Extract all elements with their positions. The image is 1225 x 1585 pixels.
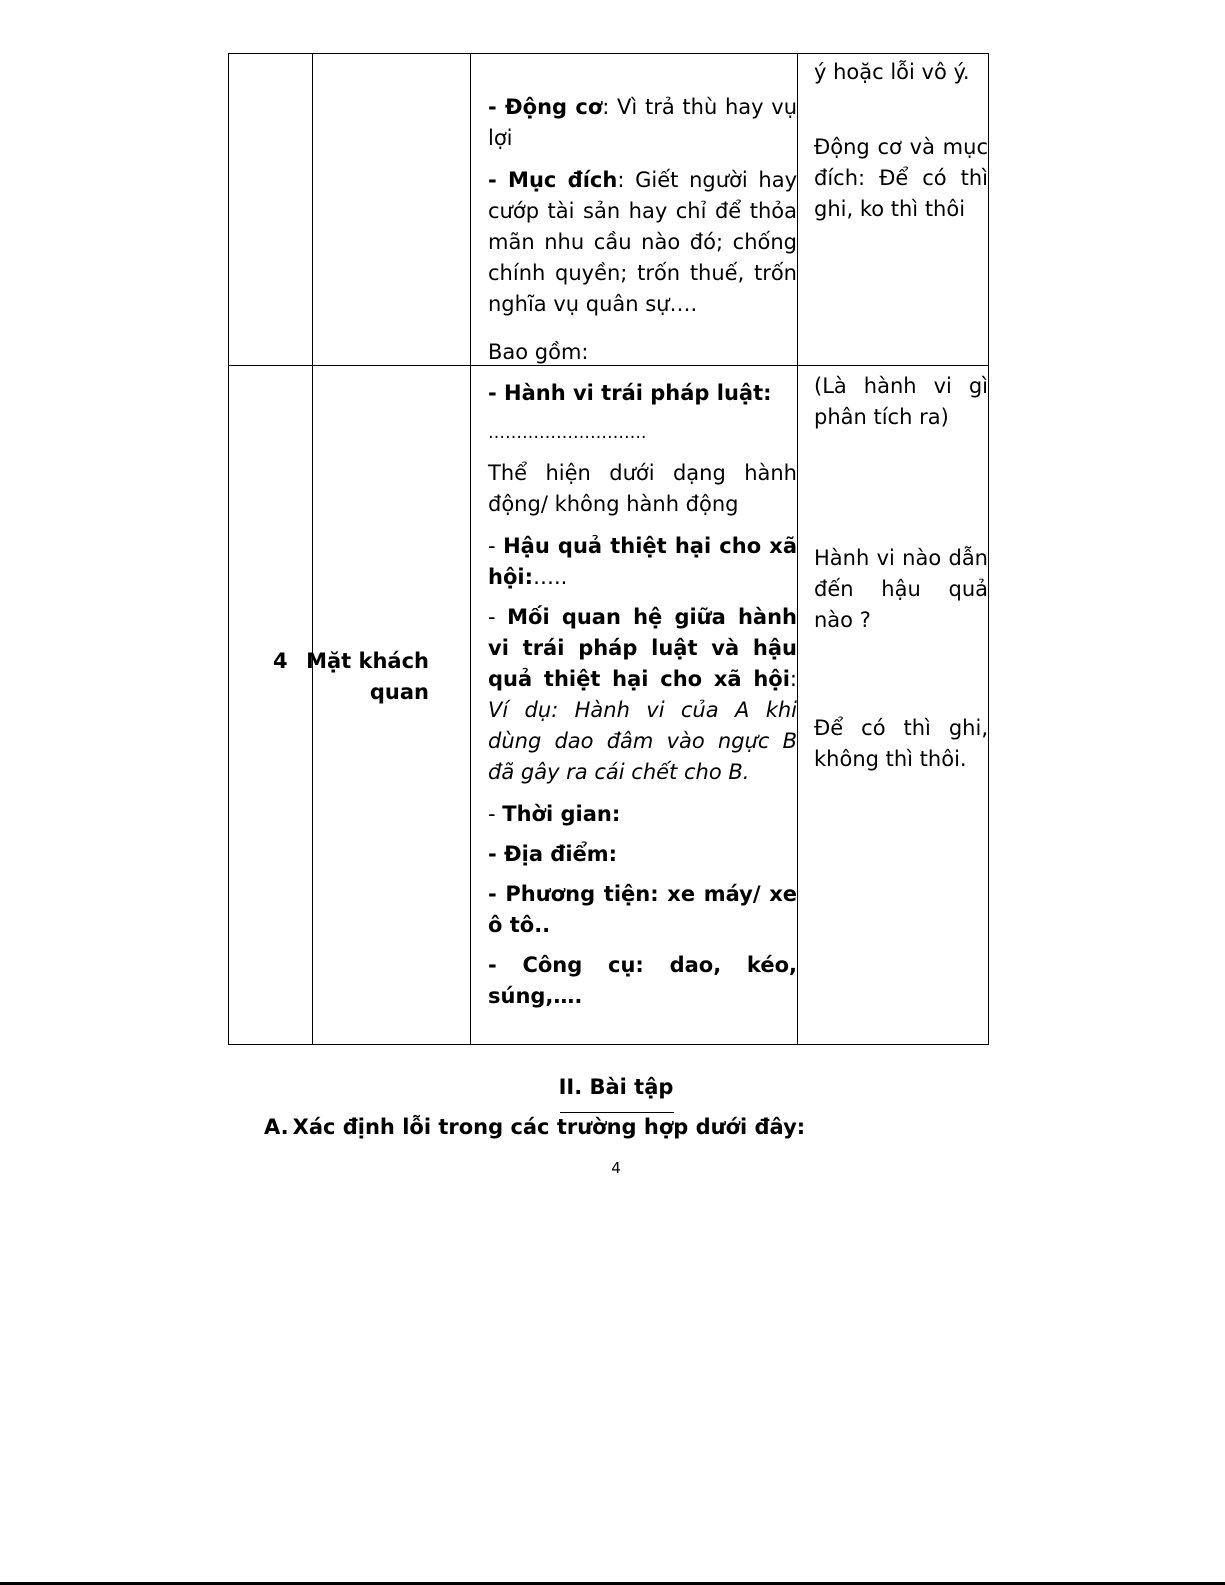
relation-label: Mối quan hệ giữa hành vi trái pháp luật và hậu quả thiệt hại cho xã hội xyxy=(488,605,797,691)
row1-note-motive-purpose: Động cơ và mục đích: Để có thì ghi, ko thì thôi xyxy=(814,135,988,221)
relation-paragraph: - Mối quan hệ giữa hành vi trái pháp luật và hậu quả thiệt hại cho xã hội: Ví dụ: Hành vi của A khi dùng dao đâm vào ngực B đã gây ra cái chết cho B. xyxy=(488,605,797,784)
row2-content-cell xyxy=(488,378,797,1012)
purpose-label: - Mục đích xyxy=(488,168,618,192)
tools-paragraph xyxy=(488,950,797,1012)
act-label-paragraph xyxy=(488,378,797,409)
relation-example: Ví dụ: Hành vi của A khi dùng dao đâm vào ngực B đã gây ra cái chết cho B. xyxy=(488,698,797,784)
place-paragraph xyxy=(488,839,797,870)
row1-note-top: ý hoặc lỗi vô ý. xyxy=(814,60,970,84)
time-label: Thời gian: xyxy=(502,802,621,826)
purpose-paragraph xyxy=(488,165,797,320)
purpose-text: : Giết người hay cướp tài sản hay chỉ để thỏa mãn nhu cầu nào đó; chống chính quyền; trốn thuế, trốn nghĩa vụ quân sự…. xyxy=(488,168,798,316)
table-right-border xyxy=(988,53,989,1045)
table-col-divider-2 xyxy=(470,53,471,1045)
row2-note-3: Để có thì ghi, không thì thôi. xyxy=(814,716,988,771)
subheading-text: Xác định lỗi trong các trường hợp dưới đây: xyxy=(292,1115,806,1139)
harm-label: Hậu quả thiệt hại cho xã hội: xyxy=(488,534,797,589)
act-label: - Hành vi trái pháp luật: xyxy=(488,381,772,405)
place-label: - Địa điểm: xyxy=(488,842,618,866)
harm-dots: ….. xyxy=(532,565,568,589)
table-col-divider-1 xyxy=(312,53,313,1045)
row1-content-cell xyxy=(488,92,797,320)
means-label: - Phương tiện: xe máy/ xe ô tô.. xyxy=(488,882,797,937)
page-number: 4 xyxy=(611,1159,621,1177)
row2-title: Mặt khách quan xyxy=(306,649,429,704)
means-paragraph xyxy=(488,879,797,941)
time-paragraph: - Thời gian: xyxy=(488,802,621,826)
tools-label: - Công cụ: dao, kéo, súng,…. xyxy=(488,953,797,1008)
row2-number: 4 xyxy=(273,649,288,673)
motive-paragraph xyxy=(488,92,797,154)
motive-label: - Động cơ xyxy=(488,95,603,119)
motive-text: : Vì trả thù hay vụ lợi xyxy=(488,95,797,150)
row2-note-2: Hành vi nào dẫn đến hậu quả nào ? xyxy=(814,546,988,632)
section-heading: II. Bài tập xyxy=(558,1075,674,1099)
harm-paragraph: - Hậu quả thiệt hại cho xã hội:….. xyxy=(488,534,797,589)
includes-label: Bao gồm: xyxy=(488,340,589,364)
subheading-marker: A. xyxy=(264,1115,289,1139)
table-left-border xyxy=(228,53,229,1045)
subheading xyxy=(264,1112,805,1143)
table-bottom-border xyxy=(228,1044,989,1045)
table-col-divider-3 xyxy=(797,53,798,1045)
table-top-border xyxy=(228,53,989,54)
row2-note-1: (Là hành vi gì phân tích ra) xyxy=(814,374,988,429)
act-dots: ………………………. xyxy=(488,423,647,443)
act-form: Thể hiện dưới dạng hành động/ không hành động xyxy=(488,461,797,516)
